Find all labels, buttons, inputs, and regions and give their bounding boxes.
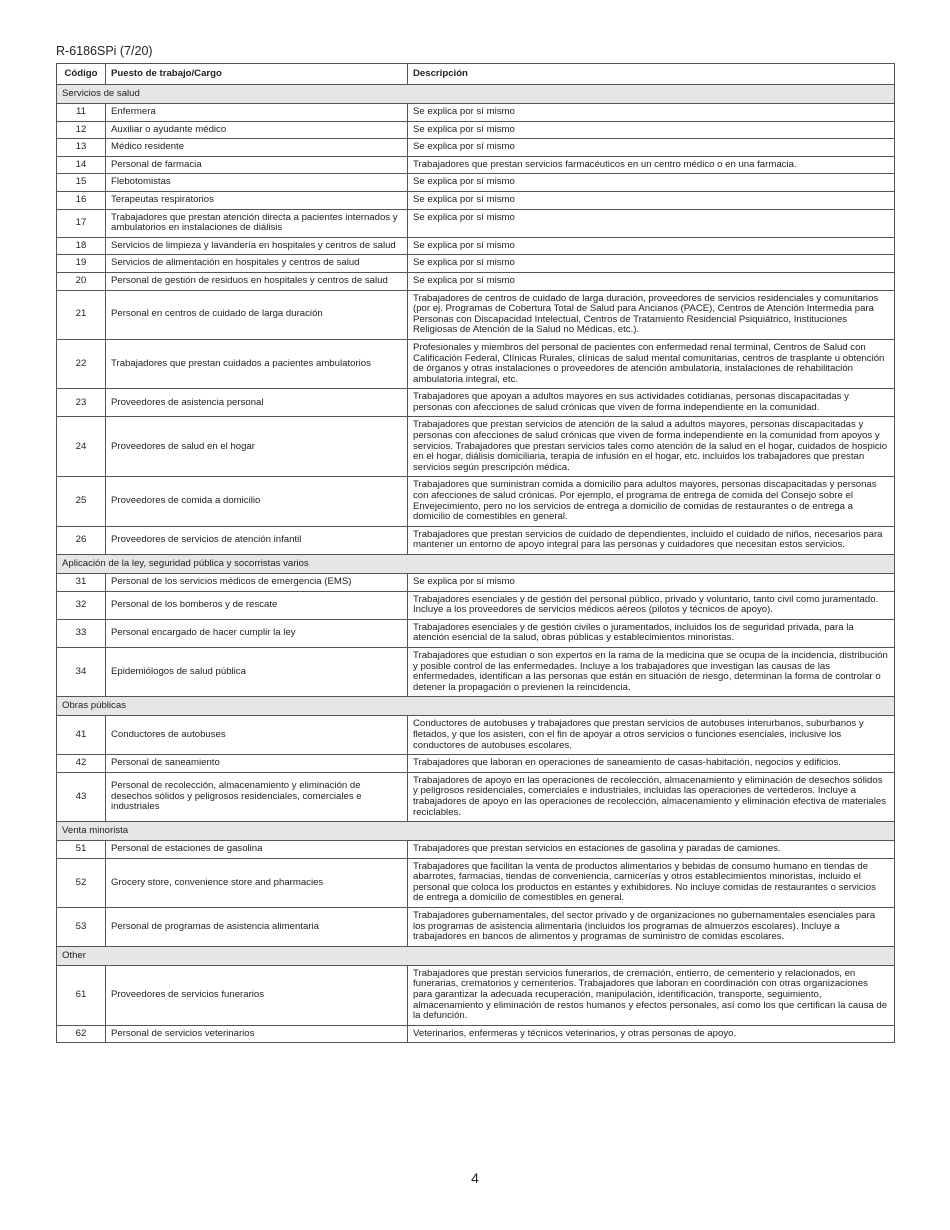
job-title-cell: Personal en centros de cuidado de larga duración: [106, 290, 408, 339]
table-row: [57, 1025, 895, 1043]
column-header-job: Puesto de trabajo/Cargo: [106, 64, 408, 85]
description-cell: Trabajadores que facilitan la venta de productos alimentarios y bebidas de consumo humano en tiendas de abarrotes, farmacias, tiendas de conveniencia, carnicerías y otros establecimientos minoristas, incluido el personal que coloca los productos en estantes y exhibidores. No incluye comidas de restaurantes o servicios de entrega a domicilio de comestibles en general.: [408, 858, 895, 907]
table-row: [57, 339, 895, 388]
table-row: [57, 139, 895, 157]
table-row: [57, 591, 895, 619]
table-row: [57, 858, 895, 907]
code-cell: 33: [57, 619, 106, 647]
job-title-cell: Personal de recolección, almacenamiento y eliminación de desechos sólidos y peligrosos residenciales, comerciales e industriales: [106, 772, 408, 821]
column-header-code: Código: [57, 64, 106, 85]
code-cell: 12: [57, 121, 106, 139]
code-cell: 15: [57, 174, 106, 192]
table-header-row: [57, 64, 895, 85]
description-cell: Se explica por sí mismo: [408, 104, 895, 122]
description-cell: Se explica por sí mismo: [408, 209, 895, 237]
column-header-description: Descripción: [408, 64, 895, 85]
table-row: [57, 841, 895, 859]
job-title-cell: Proveedores de asistencia personal: [106, 389, 408, 417]
job-title-cell: Conductores de autobuses: [106, 716, 408, 755]
code-cell: 19: [57, 255, 106, 273]
description-cell: Trabajadores que prestan servicios de atención de la salud a adultos mayores, personas discapacitadas y personas con afecciones de salud crónicas que viven de forma independiente en la comunidad from apoyos y servicios. Trabajadores que prestan servicios tales como atención de la salud en el hogar, cuidados de hospicio en el hogar, diálisis domiciliaria, terapia de infusión en el hogar, etc. incluidos los trabajadores que prestan servicios según prescripción médica.: [408, 417, 895, 477]
section-row: [57, 697, 895, 716]
code-cell: 18: [57, 237, 106, 255]
job-title-cell: Grocery store, convenience store and pharmacies: [106, 858, 408, 907]
code-cell: 41: [57, 716, 106, 755]
code-cell: 52: [57, 858, 106, 907]
table-row: [57, 647, 895, 696]
description-cell: Trabajadores de centros de cuidado de larga duración, proveedores de servicios residenciales y comunitarios (por ej. Programas de Cobertura Total de Salud para Ancianos (PACE), Centros de Atención Intermedia para Personas con Discapacidad Intelectual, Centros de Tratamiento Residencial Psiquiátrico, Instituciones Religiosas de Atención de la Salud no Médicas, etc.).: [408, 290, 895, 339]
form-id: R-6186SPi (7/20): [56, 44, 153, 58]
code-cell: 26: [57, 526, 106, 554]
job-title-cell: Médico residente: [106, 139, 408, 157]
job-title-cell: Personal de saneamiento: [106, 755, 408, 773]
code-cell: 53: [57, 908, 106, 947]
description-cell: Trabajadores esenciales y de gestión civiles o juramentados, incluidos los de seguridad privada, para la atención esencial de la salud, obras públicas y establecimientos minoristas.: [408, 619, 895, 647]
table-row: [57, 526, 895, 554]
description-cell: Trabajadores que apoyan a adultos mayores en sus actividades cotidianas, personas discapacitadas y personas con afecciones de salud crónicas que viven de forma independiente en la comunidad.: [408, 389, 895, 417]
table-row: [57, 104, 895, 122]
table-row: [57, 477, 895, 526]
table-row: [57, 121, 895, 139]
table-row: [57, 716, 895, 755]
description-cell: Trabajadores gubernamentales, del sector privado y de organizaciones no gubernamentales esenciales para los programas de asistencia alimentaria (incluidos los programas de almuerzos escolares). Incluye a trabajadores en bancos de alimentos y programas de suministro de comidas escolares.: [408, 908, 895, 947]
code-cell: 17: [57, 209, 106, 237]
job-title-cell: Proveedores de comida a domicilio: [106, 477, 408, 526]
job-title-cell: Proveedores de salud en el hogar: [106, 417, 408, 477]
code-cell: 62: [57, 1025, 106, 1043]
table-row: [57, 156, 895, 174]
section-title: Venta minorista: [57, 822, 895, 841]
section-title: Aplicación de la ley, seguridad pública y socorristas varios: [57, 555, 895, 574]
job-title-cell: Personal de los servicios médicos de emergencia (EMS): [106, 574, 408, 592]
description-cell: Se explica por sí mismo: [408, 121, 895, 139]
description-cell: Trabajadores de apoyo en las operaciones de recolección, almacenamiento y eliminación de desechos sólidos y peligrosos residenciales, comerciales e industriales, incluidas las operaciones de vertederos. Incluye a trabajadores de apoyo en las operaciones de recolección, almacenamiento y eliminación efectiva de materiales reciclables.: [408, 772, 895, 821]
description-cell: Trabajadores que prestan servicios funerarios, de cremación, entierro, de cementerio y relacionados, en funerarias, crematorios y cementerios. Trabajadores que laboran en coordinación con otras organizaciones para garantizar la adecuada recuperación, manipulación, identificación, transporte, seguimiento, almacenamiento y eliminación de restos humanos y efectos personales, así como los que certifican la causa de la defunción.: [408, 965, 895, 1025]
job-title-cell: Personal de estaciones de gasolina: [106, 841, 408, 859]
job-title-cell: Servicios de limpieza y lavandería en hospitales y centros de salud: [106, 237, 408, 255]
code-cell: 22: [57, 339, 106, 388]
job-title-cell: Proveedores de servicios funerarios: [106, 965, 408, 1025]
description-cell: Se explica por sí mismo: [408, 237, 895, 255]
code-cell: 25: [57, 477, 106, 526]
table-row: [57, 574, 895, 592]
table-row: [57, 209, 895, 237]
job-title-cell: Personal de servicios veterinarios: [106, 1025, 408, 1043]
table-row: [57, 965, 895, 1025]
code-cell: 14: [57, 156, 106, 174]
code-cell: 13: [57, 139, 106, 157]
description-cell: Se explica por sí mismo: [408, 574, 895, 592]
description-cell: Trabajadores que prestan servicios farmacéuticos en un centro médico o en una farmacia.: [408, 156, 895, 174]
job-title-cell: Epidemiólogos de salud pública: [106, 647, 408, 696]
job-title-cell: Proveedores de servicios de atención infantil: [106, 526, 408, 554]
description-cell: Trabajadores que suministran comida a domicilio para adultos mayores, personas discapacitadas y personas con afecciones de salud crónicas. Por ejemplo, el programa de entrega de comida del Consejo sobre el Envejecimiento, pero no los servicios de entrega a domicilio de comidas de restaurantes o de entrega a domicilio de comestibles en general.: [408, 477, 895, 526]
section-title: Obras públicas: [57, 697, 895, 716]
description-cell: Se explica por sí mismo: [408, 174, 895, 192]
job-title-cell: Trabajadores que prestan cuidados a pacientes ambulatorios: [106, 339, 408, 388]
code-cell: 61: [57, 965, 106, 1025]
job-title-cell: Trabajadores que prestan atención directa a pacientes internados y ambulatorios en instalaciones de diálisis: [106, 209, 408, 237]
section-row: [57, 85, 895, 104]
job-classification-table: [56, 63, 895, 1043]
job-title-cell: Personal encargado de hacer cumplir la ley: [106, 619, 408, 647]
code-cell: 11: [57, 104, 106, 122]
code-cell: 31: [57, 574, 106, 592]
code-cell: 51: [57, 841, 106, 859]
table-row: [57, 908, 895, 947]
description-cell: Se explica por sí mismo: [408, 255, 895, 273]
code-cell: 24: [57, 417, 106, 477]
code-cell: 16: [57, 191, 106, 209]
description-cell: Trabajadores que laboran en operaciones de saneamiento de casas-habitación, negocios y edificios.: [408, 755, 895, 773]
job-title-cell: Personal de programas de asistencia alimentaria: [106, 908, 408, 947]
description-cell: Veterinarios, enfermeras y técnicos veterinarios, y otras personas de apoyo.: [408, 1025, 895, 1043]
table-row: [57, 417, 895, 477]
code-cell: 23: [57, 389, 106, 417]
code-cell: 32: [57, 591, 106, 619]
section-title: Other: [57, 946, 895, 965]
description-cell: Se explica por sí mismo: [408, 272, 895, 290]
code-cell: 42: [57, 755, 106, 773]
section-title: Servicios de salud: [57, 85, 895, 104]
job-title-cell: Flebotomistas: [106, 174, 408, 192]
job-title-cell: Enfermera: [106, 104, 408, 122]
code-cell: 43: [57, 772, 106, 821]
description-cell: Se explica por sí mismo: [408, 139, 895, 157]
job-title-cell: Auxiliar o ayudante médico: [106, 121, 408, 139]
description-cell: Conductores de autobuses y trabajadores que prestan servicios de autobuses interurbanos, suburbanos y fletados, y que los asisten, con el fin de apoyar a otros servicios o funciones esenciales, inclusive los conductores de autobuses escolares.: [408, 716, 895, 755]
job-title-cell: Personal de farmacia: [106, 156, 408, 174]
description-cell: Profesionales y miembros del personal de pacientes con enfermedad renal terminal, Centros de Salud con Calificación Federal, Clínicas Rurales, clínicas de salud mental comunitarias, centros de trasplante u obtención de órganos y otras instalaciones o proveedores de atención ambulatoria, instalaciones de rehabilitación ambulatoria integral, etc.: [408, 339, 895, 388]
table-row: [57, 237, 895, 255]
table-row: [57, 619, 895, 647]
section-row: [57, 946, 895, 965]
table-row: [57, 389, 895, 417]
job-title-cell: Servicios de alimentación en hospitales y centros de salud: [106, 255, 408, 273]
job-title-cell: Personal de gestión de residuos en hospitales y centros de salud: [106, 272, 408, 290]
description-cell: Trabajadores que estudian o son expertos en la rama de la medicina que se ocupa de la incidencia, distribución y posible control de las enfermedades. Incluye a los trabajadores que investigan las causas de las enfermedades, identifican a las personas que están en situación de riesgo, determinan la forma de controlar o detener la propagación o previenen la reincidencia.: [408, 647, 895, 696]
code-cell: 34: [57, 647, 106, 696]
table-row: [57, 772, 895, 821]
description-cell: Se explica por sí mismo: [408, 191, 895, 209]
description-cell: Trabajadores que prestan servicios en estaciones de gasolina y paradas de camiones.: [408, 841, 895, 859]
page-number: 4: [471, 1170, 479, 1186]
table-row: [57, 191, 895, 209]
description-cell: Trabajadores que prestan servicios de cuidado de dependientes, incluido el cuidado de niños, necesarios para mantener un entorno de apoyo integral para las personas y cuidadores que necesitan estos servicios.: [408, 526, 895, 554]
table-body: [57, 85, 895, 1043]
table-row: [57, 272, 895, 290]
code-cell: 20: [57, 272, 106, 290]
description-cell: Trabajadores esenciales y de gestión del personal público, privado y voluntario, tanto civil como juramentado. Incluye a los proveedores de servicios médicos aéreos (pilotos y técnicos de apoyo).: [408, 591, 895, 619]
section-row: [57, 555, 895, 574]
table-row: [57, 174, 895, 192]
table-row: [57, 290, 895, 339]
code-cell: 21: [57, 290, 106, 339]
job-title-cell: Personal de los bomberos y de rescate: [106, 591, 408, 619]
job-title-cell: Terapeutas respiratorios: [106, 191, 408, 209]
section-row: [57, 822, 895, 841]
table-row: [57, 255, 895, 273]
table-row: [57, 755, 895, 773]
